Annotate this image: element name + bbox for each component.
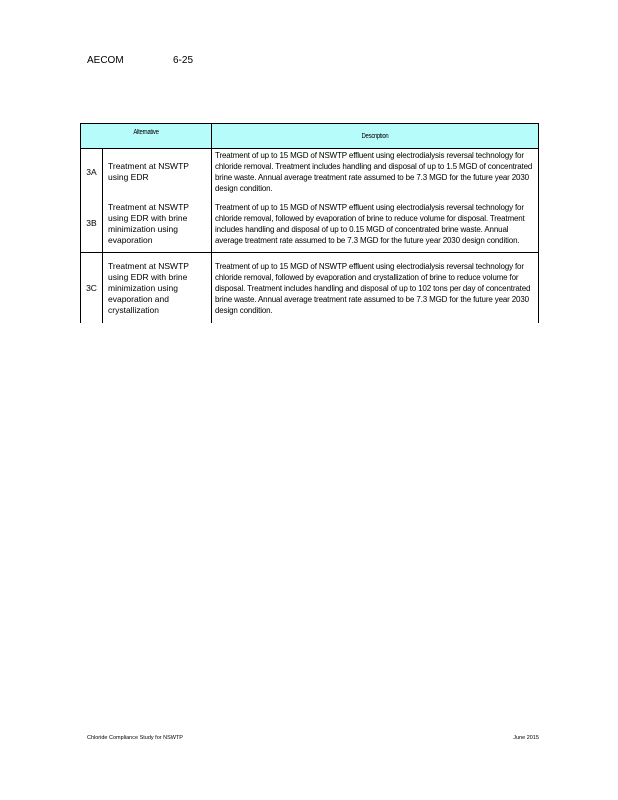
alternative-id: 3A (81, 149, 103, 196)
alternative-description: Treatment of up to 15 MGD of NSWTP effluent using electrodialysis reversal technology for chloride removal, followed by evaporation of brine to reduce volume for disposal. Treatment includes handling and disposal of up to 0.15 MGD of concentrated brine waste. Annual average treatment rate assumed to be 7.3 MGD for the future year 2030 design condition. (212, 195, 539, 253)
alternative-name: Treatment at NSWTP using EDR with brine minimization using evaporation and crystallization (103, 253, 212, 324)
table-header-row (81, 124, 539, 149)
alternative-description: Treatment of up to 15 MGD of NSWTP effluent using electrodialysis reversal technology for chloride removal. Treatment includes handling and disposal of up to 1.5 MGD of concentrated brine waste. Annual average treatment rate assumed to be 7.3 MGD for the future year 2030 design condition. (212, 149, 539, 196)
alternative-id: 3B (81, 195, 103, 253)
alternative-id: 3C (81, 253, 103, 324)
document-title: Chloride Compliance Study for NSWTP (87, 735, 183, 741)
table-row (81, 253, 539, 324)
page-header (87, 55, 193, 66)
table-row (81, 195, 539, 253)
column-header-alternative: Alternative (81, 124, 212, 149)
table-row (81, 149, 539, 196)
page-number: 6-25 (173, 55, 194, 66)
document-date: June 2015 (513, 735, 539, 741)
alternative-description: Treatment of up to 15 MGD of NSWTP effluent using electrodialysis reversal technology for chloride removal, followed by evaporation and crystallization of brine to reduce volume for disposal. Treatment includes handling and disposal of up to 102 tons per day of concentrated brine waste. Annual average treatment rate assumed to be 7.3 MGD for the future year 2030 design condition. (212, 253, 539, 324)
alternative-name: Treatment at NSWTP using EDR (103, 149, 212, 196)
page-footer (87, 735, 539, 741)
alternative-name: Treatment at NSWTP using EDR with brine minimization using evaporation (103, 195, 212, 253)
column-header-description: Description (212, 124, 539, 149)
alternatives-table (80, 123, 539, 323)
company-name: AECOM (87, 55, 124, 66)
